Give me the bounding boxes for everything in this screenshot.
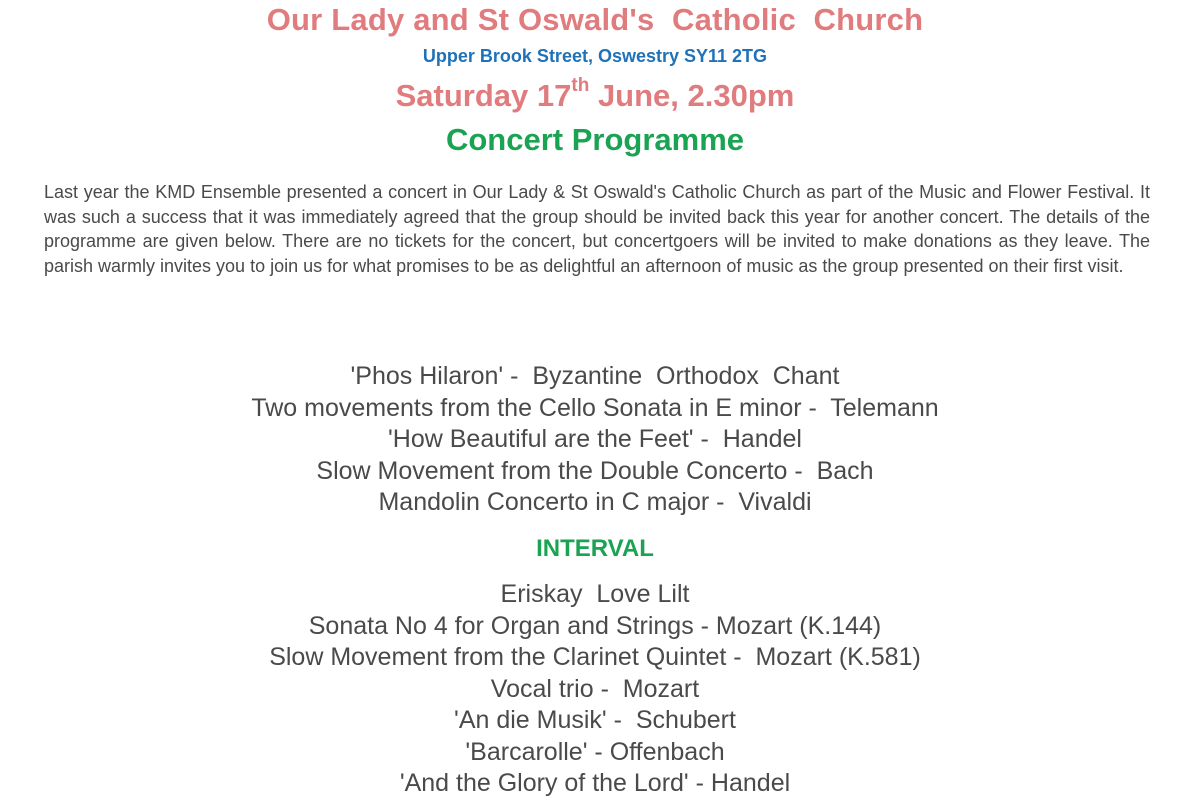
programme-item: Slow Movement from the Double Concerto - Bach [316,456,874,485]
intro-paragraph: Last year the KMD Ensemble presented a concert in Our Lady & St Oswald's Catholic Church as part of the Music and Flower Festival. It was such a success that it was immediately agreed that the group should be invited back this year for another concert. The details of the programme are given below. There are no tickets for the concert, but concertgoers will be invited to make donations as they leave. The parish warmly invites you to join us for what promises to be as delightful an afternoon of music as the group presented on their first visit. [44,182,1150,276]
programme-item: Mandolin Concerto in C major - Vivaldi [378,488,812,516]
programme-item: Sonata No 4 for Organ and Strings - Mozart (K.144) [308,611,882,640]
programme-first-half [0,361,1190,519]
programme-item: Two movements from the Cello Sonata in E minor - Telemann [251,393,939,422]
concert-date [0,74,1190,114]
programme-item: Eriskay Love Lilt [500,580,690,608]
programme-item: Vocal trio - Mozart [490,674,700,703]
programme-second-half [0,579,1190,800]
church-address: Upper Brook Street, Oswestry SY11 2TG [422,46,768,66]
church-title: Our Lady and St Oswald's Catholic Church [266,2,924,37]
concert-date-suffix: th [571,74,590,96]
programme-item: 'And the Glory of the Lord' - Handel [399,769,791,797]
programme-item: 'An die Musik' - Schubert [454,706,736,734]
programme-item: Slow Movement from the Clarinet Quintet - Mozart (K.581) [269,643,921,671]
programme-item: 'How Beautiful are the Feet' - Handel [388,425,802,453]
programme-item: 'Barcarolle' - Offenbach [465,737,725,766]
concert-date-day: Saturday 17 [395,78,572,113]
programme-title: Concert Programme [445,122,745,157]
interval-heading: INTERVAL [536,535,654,562]
concert-date-rest: June, 2.30pm [589,78,795,113]
programme-item: 'Phos Hilaron' - Byzantine Orthodox Chant [350,362,840,390]
